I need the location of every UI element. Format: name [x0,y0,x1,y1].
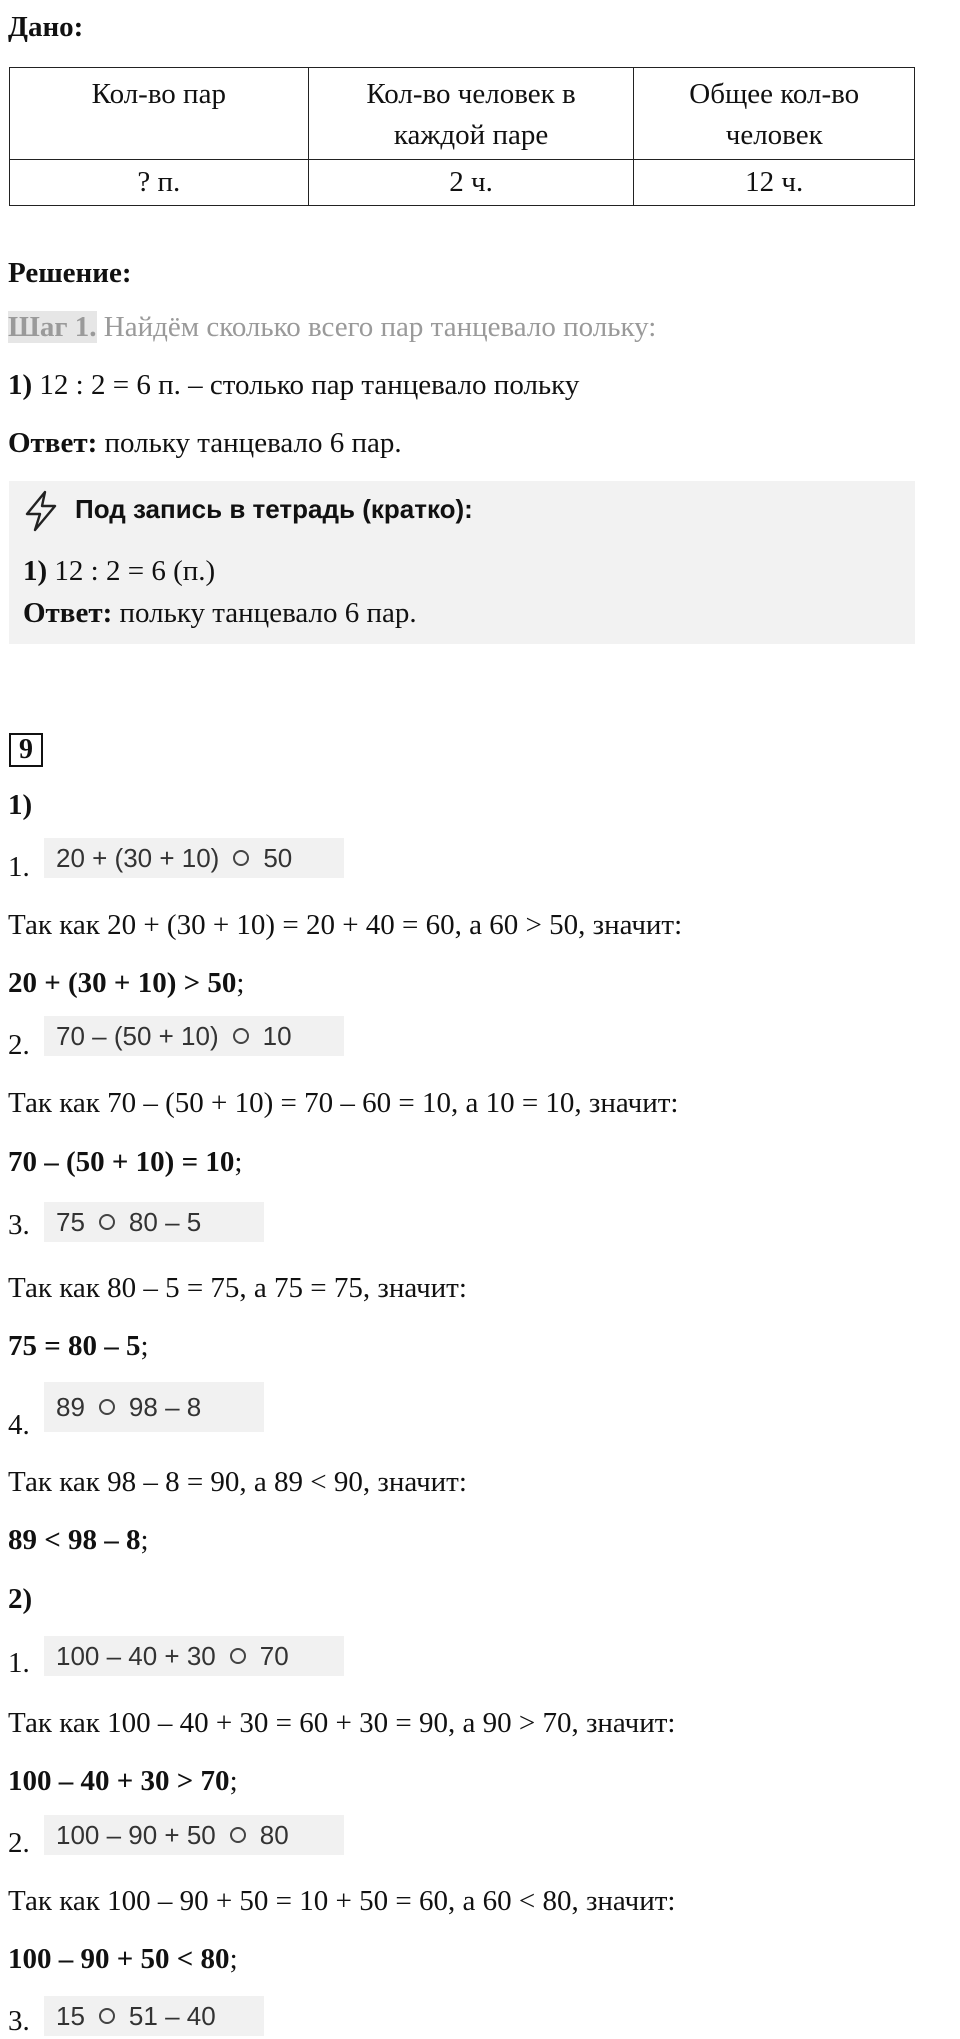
expr-right: 51 – 40 [128,2000,216,2031]
explanation-text: Так как 80 – 5 = 75, а 75 = 75, значит: [8,1272,467,1304]
step-label: Шаг 1. [8,311,97,343]
explanation-text: Так как 98 – 8 = 90, а 89 < 90, значит: [8,1466,467,1498]
answer-text: польку танцевало 6 пар. [119,597,417,629]
comparison-image [44,1382,264,1432]
part-label: 2) [8,1583,33,1615]
table-header-cell: Кол-во пар [10,68,309,160]
line-number: 1) [8,369,33,401]
item-number: 3. [8,1209,30,1241]
answer-label: Ответ: [8,427,98,459]
comparison-image [44,1815,344,1855]
semicolon: ; [229,1943,238,1975]
expr-left: 20 + (30 + 10) [56,842,220,873]
result-line [8,1331,149,1363]
table-cell: 2 ч. [308,160,634,206]
line-text: 12 : 2 = 6 п. – столько пар танцевало польку [39,369,580,401]
result-line [8,1525,149,1557]
expr-left: 70 – (50 + 10) [56,1020,219,1051]
note-answer-line [23,598,417,630]
task-number: 9 [9,733,43,767]
expr-left: 89 [56,1391,85,1422]
solution-line [8,370,579,402]
explanation-text: Так как 100 – 40 + 30 = 60 + 30 = 90, а 90 > 70, значит: [8,1707,676,1739]
table-cell: ? п. [10,160,309,206]
comparison-image [44,1996,264,2036]
result-line [8,1944,238,1976]
result-expression: 75 = 80 – 5 [8,1330,141,1362]
table-cell: 12 ч. [634,160,915,206]
result-line [8,1147,242,1179]
lightning-icon [21,489,61,541]
result-line [8,1766,238,1798]
table-header-cell: Общее кол-во человек [634,68,915,160]
circle-icon [230,1648,246,1664]
answer-line [8,428,402,460]
circle-icon [99,2008,115,2024]
expr-right: 80 – 5 [128,1206,202,1237]
expr-right: 80 [259,1819,289,1850]
result-expression: 20 + (30 + 10) > 50 [8,967,237,999]
item-number: 1. [8,1647,30,1679]
comparison-image [44,1202,264,1242]
explanation-text: Так как 20 + (30 + 10) = 20 + 40 = 60, а 60 > 50, значит: [8,909,683,941]
item-number: 4. [8,1409,30,1441]
semicolon: ; [234,1146,243,1178]
part-label: 1) [8,789,33,821]
result-line [8,968,244,1000]
note-line [23,556,215,588]
line-number: 1) [23,555,48,587]
table-header-cell: Кол-во человек в каждой паре [308,68,634,160]
notebook-note-box [9,481,915,644]
circle-icon [230,1827,246,1843]
explanation-text: Так как 100 – 90 + 50 = 10 + 50 = 60, а 60 < 80, значит: [8,1885,676,1917]
result-expression: 89 < 98 – 8 [8,1524,141,1556]
semicolon: ; [140,1330,149,1362]
answer-label: Ответ: [23,597,113,629]
expr-left: 100 – 40 + 30 [56,1640,216,1671]
item-number: 2. [8,1029,30,1061]
semicolon: ; [140,1524,149,1556]
result-expression: 100 – 40 + 30 > 70 [8,1765,230,1797]
comparison-image [44,1636,344,1676]
item-number: 2. [8,1827,30,1859]
expr-left: 15 [56,2000,85,2031]
explanation-text: Так как 70 – (50 + 10) = 70 – 60 = 10, а 10 = 10, значит: [8,1087,679,1119]
given-title: Дано: [8,11,84,43]
comparison-image [44,1016,344,1056]
expr-left: 100 – 90 + 50 [56,1819,216,1850]
item-number: 3. [8,2005,30,2037]
expr-right: 70 [259,1640,289,1671]
circle-icon [233,850,249,866]
circle-icon [99,1214,115,1230]
answer-text: польку танцевало 6 пар. [104,427,402,459]
item-number: 1. [8,851,30,883]
solution-title: Решение: [8,257,132,289]
circle-icon [99,1399,115,1415]
result-expression: 70 – (50 + 10) = 10 [8,1146,235,1178]
note-title: Под запись в тетрадь (кратко): [75,494,473,524]
table-row [10,160,915,206]
step-text: Найдём сколько всего пар танцевало польку: [103,311,657,343]
line-text: 12 : 2 = 6 (п.) [54,555,216,587]
step-line [8,312,656,344]
expr-right: 50 [263,842,293,873]
expr-right: 98 – 8 [128,1391,202,1422]
table-header-row [10,68,915,160]
comparison-image [44,838,344,878]
given-table [9,67,915,206]
semicolon: ; [236,967,245,999]
result-expression: 100 – 90 + 50 < 80 [8,1943,230,1975]
semicolon: ; [229,1765,238,1797]
circle-icon [233,1028,249,1044]
expr-right: 10 [262,1020,292,1051]
expr-left: 75 [56,1206,85,1237]
